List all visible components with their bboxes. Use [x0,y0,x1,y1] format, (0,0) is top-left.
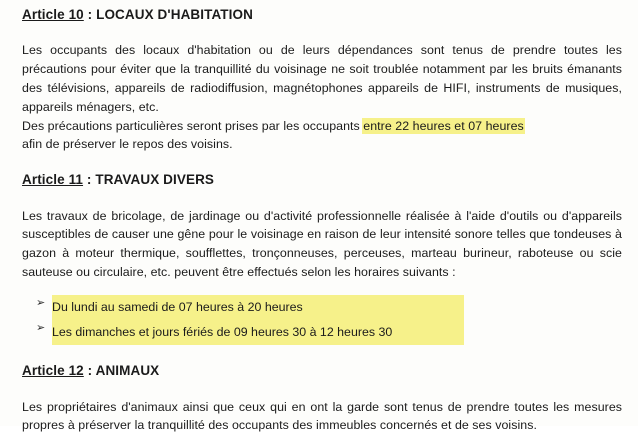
article-heading-11 [22,171,622,189]
article-heading-10 [22,6,622,24]
text-line: Les travaux de bricolage, de jardinage ou d'activité professionnelle réalisée à l'aide d'outils [22,208,539,223]
arrow-bullet-icon: ➢ [36,322,46,335]
paragraph-10-1 [22,41,622,116]
article-separator-10: : [83,7,97,22]
article-separator-12: : [83,363,96,379]
schedule-bullet-list [22,295,622,345]
paragraph-12-1 [22,398,622,435]
list-item [22,295,622,320]
text-line: appareils de HIFI, instruments de musiques, appareils ménagers, etc. [22,80,622,114]
text-line: effectués selon les horaires suivants : [247,265,456,280]
text-line: Les propriétaires d'animaux ainsi que ceux qui en ont la garde sont tenus de prendre toutes [22,399,549,414]
text-line: Les occupants des locaux d'habitation ou de leurs dépendances sont tenus de prendre [22,43,556,58]
article-label-12: Article 12 [22,363,84,379]
text-line: par les bruits émanants des télévisions, appareils de radiodiffusion, magnétophones [22,62,622,95]
bullet-text: Les dimanches et jours fériés de 09 heures 30 à 12 heures 30 [52,325,393,340]
list-item [22,320,622,345]
text-line: afin de préserver le repos des voisins. [22,137,233,152]
highlighted-text-hours: entre 22 heures et 07 heures [363,118,524,133]
document-content [22,6,622,435]
text-line: Des précautions particulières seront prises par les occupants [22,118,364,133]
text-line: ou d'appareils susceptibles de causer une gêne pour le voisinage en raison de leur intensité [22,208,622,242]
text-line: de ses voisins. [454,418,537,433]
article-heading-12 [22,362,622,380]
article-label-11: Article 11 [22,172,84,188]
highlight-band [36,320,464,345]
paragraph-10-2 [22,117,622,155]
arrow-bullet-icon: ➢ [36,296,46,309]
text-line: toutes les précautions pour éviter que la tranquillité du voisinage ne soit troublée notamment [22,43,622,77]
article-title-10: LOCAUX D'HABITATION [96,7,253,22]
article-separator-11: : [83,172,96,188]
article-title-12: ANIMAUX [95,363,160,379]
text-line: perceuses, marteau burineur, raboteuse ou scie sauteuse ou circulaire, etc. peuvent être [22,246,622,280]
text-line: sonore telles que tondeuses à gazon à moteur thermique, soufflettes, tronçonneuses, [22,227,622,261]
text-line: les mesures propres à préserver la tranquillité des occupants des immeubles concernés et [22,399,622,433]
article-label-10: Article 10 [22,7,84,22]
highlight-band [36,295,464,320]
paragraph-11-1 [22,207,622,282]
article-title-11: TRAVAUX DIVERS [95,172,215,188]
bullet-text: Du lundi au samedi de 07 heures à 20 heures [52,299,303,314]
